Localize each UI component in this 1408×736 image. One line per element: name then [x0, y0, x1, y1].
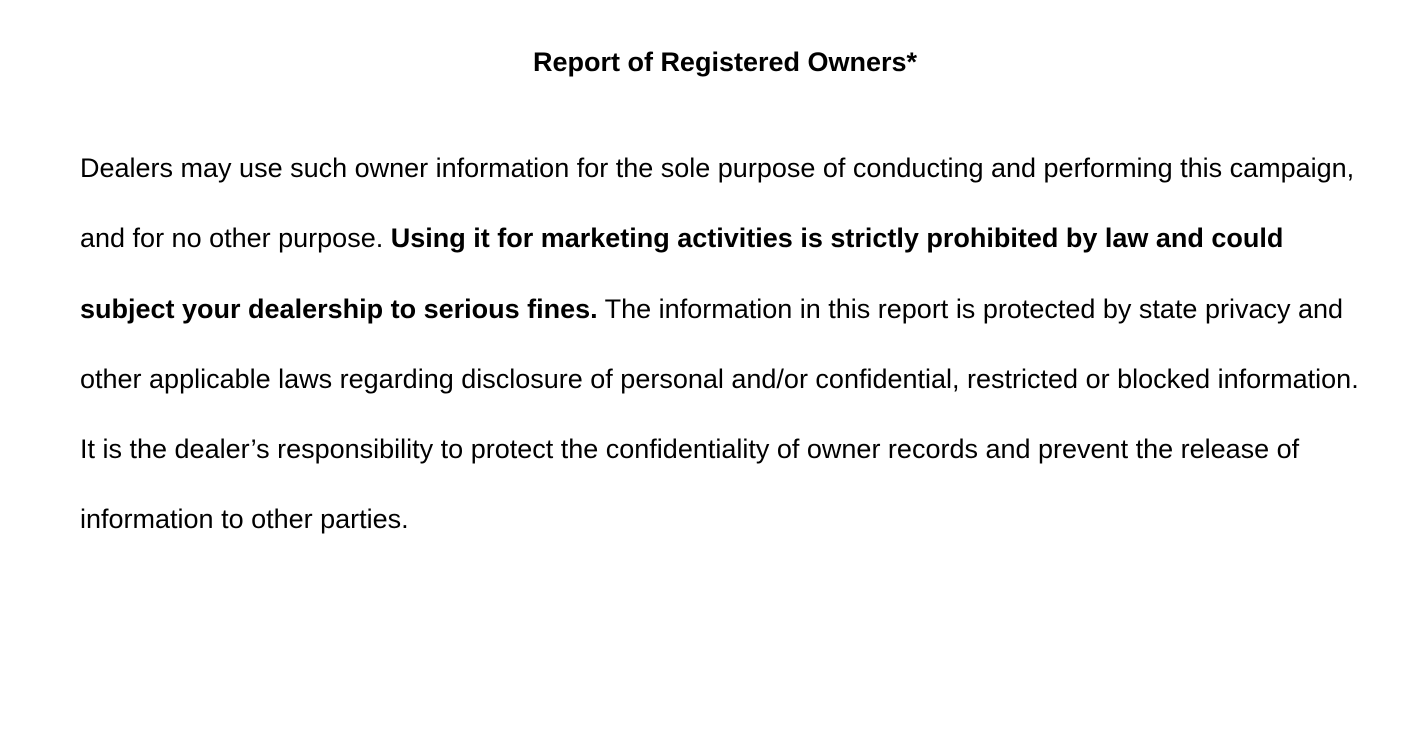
page-title: Report of Registered Owners* [532, 47, 918, 77]
body-text-details: The information in this report is protected by state privacy and other applicable laws regarding disclosure of personal and/or confidential, restricted or blocked information. It is the dealer’s responsibility to protect the confidentiality of owner records and prevent the release of information to other parties. [80, 293, 1359, 535]
body-text-intro: Dealers may use such owner information for the sole purpose of conducting and performing this campaign, and for no other purpose. [80, 153, 1355, 254]
body-text-warning: Using it for marketing activities is strictly prohibited by law and could subject your dealership to serious fines. [80, 223, 1284, 324]
body-paragraph [80, 133, 1370, 555]
